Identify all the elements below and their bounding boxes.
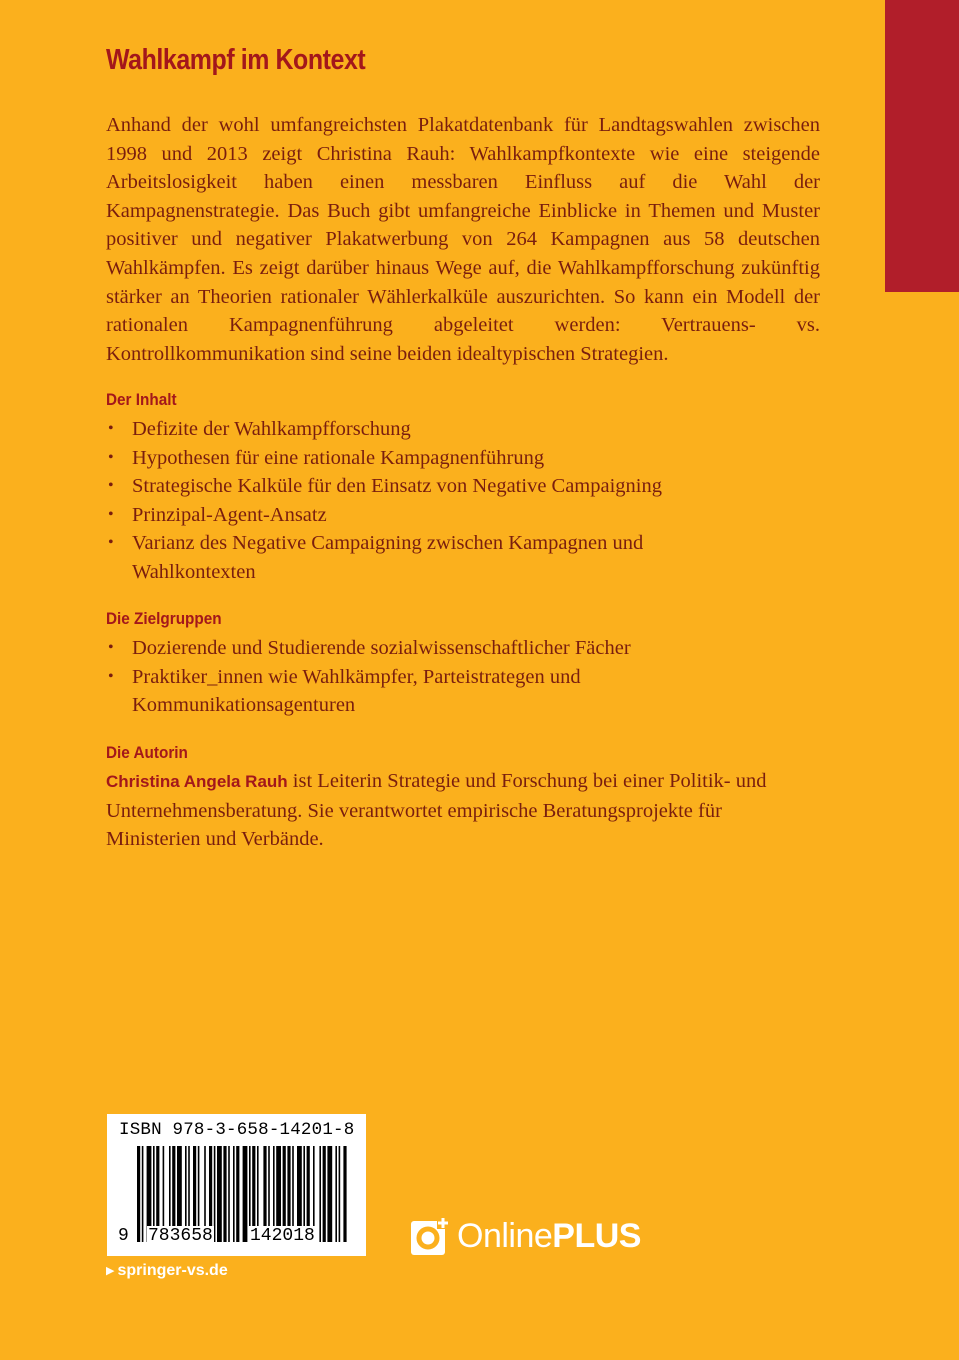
zielgruppen-list bbox=[106, 634, 820, 720]
section-heading-zielgruppen: Die Zielgruppen bbox=[106, 609, 222, 628]
book-title: Wahlkampf im Kontext bbox=[106, 44, 366, 76]
list-item: • Praktiker_innen wie Wahlkämpfer, Parteistrategen und Kommunikationsagenturen bbox=[106, 663, 632, 720]
barcode-bar bbox=[223, 1146, 226, 1242]
barcode-bar bbox=[217, 1146, 222, 1242]
bullet-icon: • bbox=[108, 505, 114, 523]
barcode-bar bbox=[142, 1146, 144, 1242]
onlineplus-text: OnlinePLUS bbox=[457, 1216, 641, 1255]
barcode-bar bbox=[243, 1146, 248, 1242]
red-corner-tab bbox=[885, 0, 959, 292]
barcode-bar bbox=[327, 1146, 332, 1242]
barcode-digit-first: 9 bbox=[118, 1226, 129, 1246]
barcode-digits-right: 142018 bbox=[250, 1226, 315, 1246]
isbn-label: ISBN 978-3-658-14201-8 bbox=[119, 1120, 355, 1140]
bullet-icon: • bbox=[108, 534, 114, 552]
barcode-bar bbox=[323, 1146, 326, 1242]
list-item: • Hypothesen für eine rationale Kampagnenführung bbox=[106, 444, 820, 473]
bullet-icon: • bbox=[108, 639, 114, 656]
barcode-bar bbox=[335, 1146, 337, 1242]
onlineplus-logo bbox=[411, 1215, 641, 1257]
section-heading-inhalt: Der Inhalt bbox=[106, 390, 177, 409]
list-item: • Varianz des Negative Campaigning zwischen Kampagnen und Wahlkontexten bbox=[106, 529, 692, 586]
barcode-bar bbox=[228, 1146, 230, 1242]
list-item: • Prinzipal-Agent-Ansatz bbox=[106, 501, 820, 530]
author-bio bbox=[106, 767, 820, 854]
bullet-icon: • bbox=[108, 420, 114, 437]
list-item: • Dozierende und Studierende sozialwissenschaftlicher Fächer bbox=[106, 634, 820, 663]
barcode-bar bbox=[214, 1146, 216, 1242]
barcode-bar bbox=[233, 1146, 235, 1242]
publisher-url[interactable]: ▶ springer-vs.de bbox=[106, 1262, 228, 1279]
list-item: • Defizite der Wahlkampfforschung bbox=[106, 415, 820, 444]
bullet-icon: • bbox=[108, 667, 114, 685]
triangle-right-icon: ▶ bbox=[106, 1265, 115, 1277]
author-bio-text: ist Leiterin Strategie und Forschung bei einer Politik- und Unternehmensberatung. Sie verantwortet empirische Beratungsprojekte für Ministerien und Verbände. bbox=[106, 770, 767, 851]
bullet-icon: • bbox=[108, 448, 114, 466]
barcode-digits-left: 783658 bbox=[148, 1226, 213, 1246]
onlineplus-logo-icon bbox=[411, 1217, 449, 1255]
intro-paragraph: Anhand der wohl umfangreichsten Plakatdatenbank für Landtagswahlen zwischen 1998 und 2013 zeigt Christina Rauh: Wahlkampfkontexte wie eine steigende Arbeitslosigkeit haben einen messbaren Einfluss auf die Wahl der Kampagnenstrategie. Das Buch gibt umfangreiche Einblicke in Themen und Muster positiver und negativer Plakatwerbung von 264 Kampagnen aus 58 deutschen Wahlkämpfen. Es zeigt darüber hinaus Wege auf, die Wahlkampfforschung zukünftig stärker an Theorien rationaler Wählerkalküle auszurichten. So kann ein Modell der rationalen Kampagnenführung abgeleitet werden: Vertrauens- vs. Kontrollkommunikation sind seine beiden idealtypischen Strategien. bbox=[106, 114, 820, 365]
bullet-icon: • bbox=[108, 477, 114, 495]
section-heading-autorin: Die Autorin bbox=[106, 743, 188, 762]
inhalt-list bbox=[106, 415, 820, 587]
barcode-bar bbox=[137, 1146, 140, 1242]
barcode-bar bbox=[319, 1146, 321, 1242]
list-item: • Strategische Kalküle für den Einsatz von Negative Campaigning bbox=[106, 472, 820, 501]
isbn-barcode bbox=[107, 1114, 366, 1256]
barcode-bar bbox=[343, 1146, 346, 1242]
barcode-bar bbox=[339, 1146, 341, 1242]
barcode-bar bbox=[236, 1146, 239, 1242]
author-name: Christina Angela Rauh bbox=[106, 772, 288, 791]
